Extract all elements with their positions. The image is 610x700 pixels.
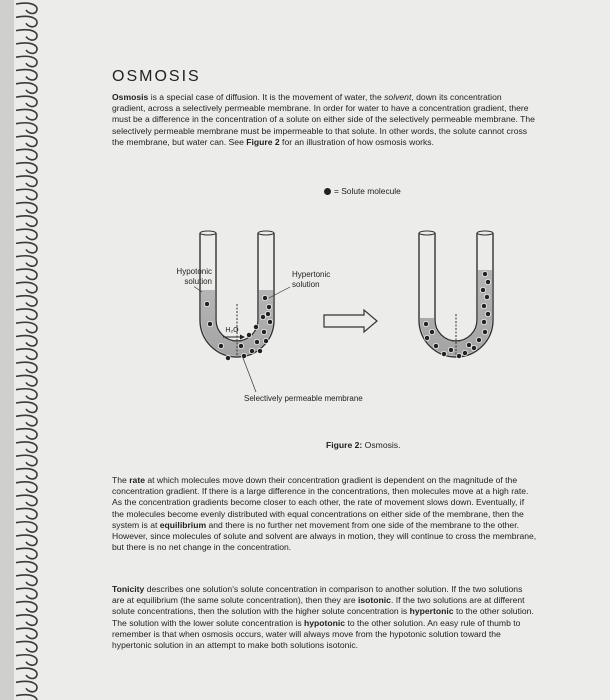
- solvent-term: solvent: [384, 92, 412, 102]
- tonicity-term: Tonicity: [112, 584, 145, 594]
- spiral-coil: [16, 495, 37, 505]
- rate-term: rate: [129, 475, 145, 485]
- legend-label: = Solute molecule: [334, 186, 401, 196]
- figure-reference: Figure 2: [246, 136, 280, 147]
- hypertonic-label: Hypertonic solution: [292, 270, 331, 289]
- osmosis-figure: [176, 200, 534, 415]
- spiral-coil: [16, 442, 37, 452]
- spiral-coil: [16, 56, 37, 66]
- water-label: H₂O: [225, 327, 239, 334]
- spiral-coil: [16, 429, 37, 439]
- spiral-coil: [16, 282, 37, 292]
- membrane-label: Selectively permeable membrane: [244, 394, 363, 403]
- spiral-coil: [16, 362, 37, 372]
- spiral-coil: [16, 602, 37, 612]
- spiral-coil: [16, 269, 37, 279]
- spiral-coil: [16, 482, 37, 492]
- spiral-coil: [16, 163, 37, 173]
- isotonic-term: isotonic: [358, 595, 391, 606]
- spiral-coil: [16, 256, 37, 266]
- tonicity-paragraph: Tonicity describes one solution's solute concentration in comparison to another solution. If the two solutions are at equilibrium (the same solute concentration), then they are isotonic. If the two solutions are at different solute concentrations, then the solution with the higher solute concentration is hypertonic to the other solution. The solution with the lower solute concentration is hypotonic to the other solution. An easy rule of thumb to remember is that when osmosis occurs, water will always move from the hypotonic solution toward the hypertonic solution in an attempt to make both solutions isotonic.: [112, 584, 534, 651]
- spiral-coil: [16, 522, 37, 532]
- process-arrow: [324, 310, 377, 332]
- spiral-coil: [16, 535, 37, 545]
- spiral-coil: [16, 548, 37, 558]
- spiral-coil: [16, 149, 37, 159]
- spiral-coil: [16, 668, 37, 678]
- spiral-coil: [16, 469, 37, 479]
- spiral-coil: [16, 3, 37, 13]
- spiral-coil: [16, 229, 37, 239]
- spiral-coil: [16, 389, 37, 399]
- spiral-coil: [16, 509, 37, 519]
- spiral-coil: [16, 123, 37, 133]
- spiral-coil: [16, 296, 37, 306]
- spiral-coil: [16, 110, 37, 120]
- u-tube-before: [194, 231, 290, 392]
- hypotonic-term: hypotonic: [304, 617, 346, 628]
- spiral-coil: [16, 695, 37, 700]
- spiral-coil: [16, 402, 37, 412]
- equilibrium-term: equilibrium: [159, 519, 207, 530]
- spiral-coil: [16, 336, 37, 346]
- spiral-coil: [16, 322, 37, 332]
- spiral-coil: [16, 136, 37, 146]
- spiral-coil: [16, 30, 37, 40]
- spiral-coil: [16, 349, 37, 359]
- spiral-coil: [16, 376, 37, 386]
- spiral-coil: [16, 575, 37, 585]
- rate-paragraph: The rate at which molecules move down their concentration gradient is dependent on the magnitude of the concentration gradient. If there is a large difference in the concentrations, then molecules move at a high rate. As the concentration gradients become closer to each other, the rate of movement slows down. Eventually, if the molecules become evenly distributed with equal concentrations on either side of the membrane, then the system is at equilibrium and there is no further net movement from one side of the membrane to the other. However, since molecules of solute and solvent are always in motion, they will continue to cross the membrane, but there is no net change in the concentration.: [112, 475, 537, 553]
- intro-paragraph: Osmosis is a special case of diffusion. It is the movement of water, the solvent, down its concentration gradient, across a selectively permeable membrane. In order for water to have a concentration gradient, there must be a difference in the concentration of a solute on either side of the selectively permeable membrane. The selectively permeable membrane must be impermeable to that solute. In other words, the solute cannot cross the membrane, but water can. See Figure 2 for an illustration of how osmosis works.: [112, 92, 535, 147]
- osmosis-term: Osmosis: [112, 92, 149, 102]
- spiral-coil: [16, 203, 37, 213]
- spiral-coil: [16, 562, 37, 572]
- spiral-coil: [16, 415, 37, 425]
- spiral-coil: [16, 189, 37, 199]
- hypertonic-term: hypertonic: [409, 606, 454, 617]
- spiral-coil: [16, 455, 37, 465]
- u-tube-after: [419, 231, 493, 359]
- spiral-coil: [16, 96, 37, 106]
- spiral-coil: [16, 615, 37, 625]
- notebook-page: [14, 0, 610, 700]
- hypotonic-label: Hypotonic solution: [176, 267, 212, 286]
- figure-legend: [324, 186, 401, 196]
- spiral-coil: [16, 681, 37, 691]
- spiral-coil: [16, 243, 37, 253]
- spiral-coil: [16, 628, 37, 638]
- spiral-coil: [16, 588, 37, 598]
- spiral-coil: [16, 642, 37, 652]
- spiral-coil: [16, 655, 37, 665]
- spiral-coil: [16, 216, 37, 226]
- spiral-coil: [16, 43, 37, 53]
- osmosis-diagram: [194, 200, 534, 415]
- solute-molecule-icon: [324, 188, 331, 195]
- spiral-coil: [16, 309, 37, 319]
- figure-caption: Figure 2: Osmosis.: [326, 440, 401, 450]
- section-title: OSMOSIS: [112, 68, 201, 85]
- spiral-coil: [16, 16, 37, 26]
- spiral-coil: [16, 176, 37, 186]
- spiral-coil: [16, 70, 37, 80]
- spiral-binding: [14, 0, 50, 700]
- spiral-coil: [16, 83, 37, 93]
